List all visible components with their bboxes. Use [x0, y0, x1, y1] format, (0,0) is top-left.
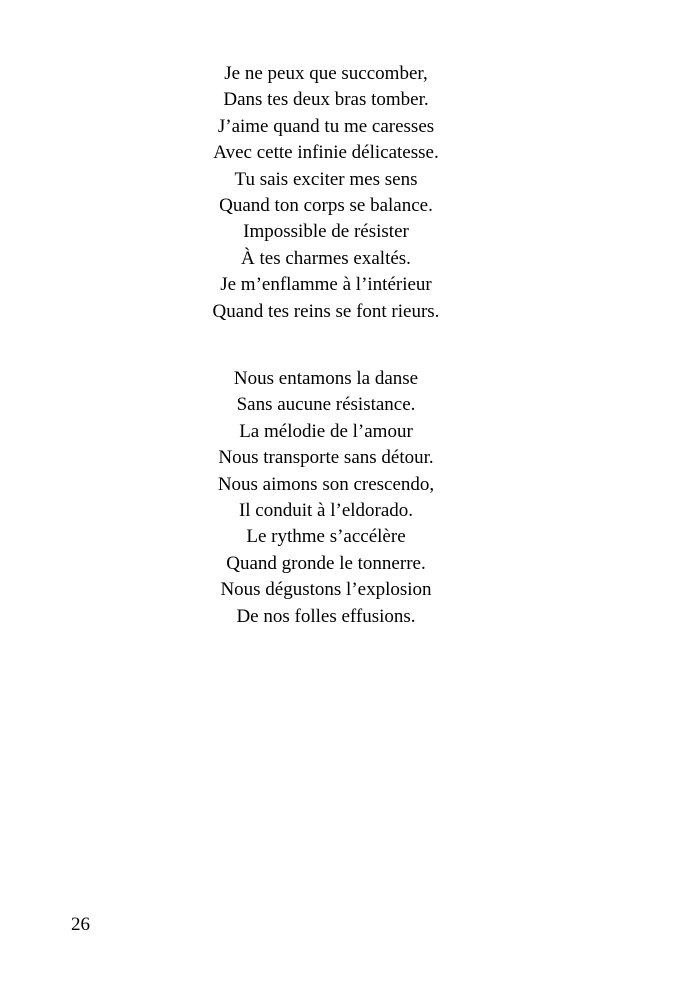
poem-line: À tes charmes exaltés. [241, 247, 411, 269]
poem-line: Nous entamons la danse [233, 368, 419, 389]
page-number: 26 [71, 914, 90, 935]
poem-line: Dans tes deux bras tomber. [223, 89, 429, 111]
poem-line: La mélodie de l’amour [239, 420, 413, 442]
poem-line: Tu sais exciter mes sens [234, 168, 418, 190]
poem-line: Nous aimons son crescendo, [217, 473, 435, 495]
poem-line: Le rythme s’accélère [246, 526, 406, 548]
poem-line: Je ne peux que succomber, [224, 63, 428, 84]
poem-line: Avec cette infinie délicatesse. [213, 142, 439, 164]
stanza-2 [0, 366, 652, 630]
poem-line: De nos folles effusions. [236, 605, 416, 627]
poem-line: Nous transporte sans détour. [218, 447, 434, 469]
poem-line: Il conduit à l’eldorado. [238, 500, 414, 522]
poem-line: Nous dégustons l’explosion [220, 579, 432, 601]
poem-line: Je m’enflamme à l’intérieur [220, 274, 432, 296]
poem-line: Quand ton corps se balance. [219, 195, 433, 217]
poem-line: Impossible de résister [243, 221, 409, 243]
stanza-1 [0, 61, 652, 325]
poem-line: Sans aucune résistance. [236, 394, 416, 416]
poem-line: J’aime quand tu me caresses [217, 115, 435, 137]
poem-line: Quand tes reins se font rieurs. [212, 300, 440, 322]
poem-line: Quand gronde le tonnerre. [226, 552, 426, 574]
